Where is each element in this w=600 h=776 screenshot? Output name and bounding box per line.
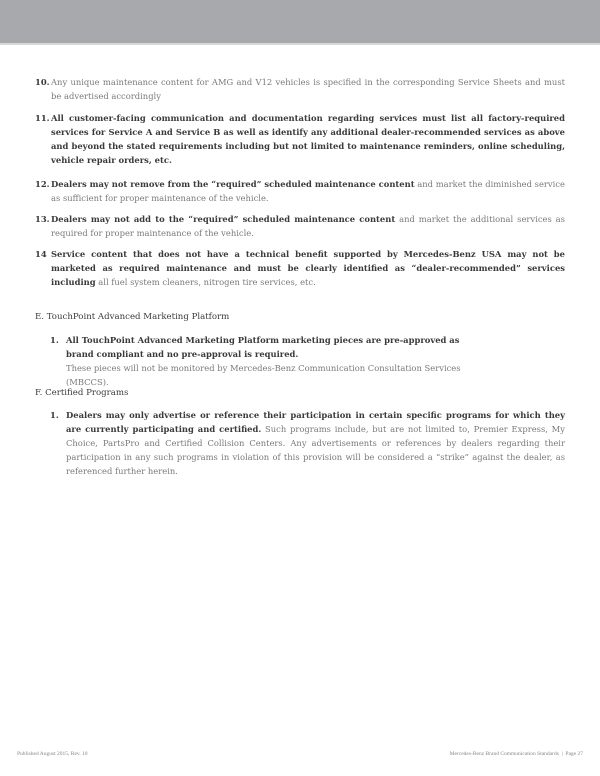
item-number: 14 bbox=[35, 249, 47, 259]
list-item-11 bbox=[35, 111, 565, 167]
list-item-13 bbox=[35, 212, 565, 240]
item-number: 12. bbox=[35, 179, 50, 189]
item-number: 11. bbox=[35, 113, 50, 123]
item-number: 1. bbox=[50, 335, 59, 345]
item-text: These pieces will not be monitored by Mercedes-Benz Communication Consultation Services (MBCCS). bbox=[66, 363, 461, 387]
item-bold-text: Dealers may only advertise or reference their participation in certain specific programs for which they are currently participating and certified. bbox=[66, 410, 565, 434]
item-text: All customer-facing communication and documentation regarding services must list all factory-required services for Service A and Service B as well as identify any additional dealer-recommended services as above and beyond the stated requirements including but not limited to maintenance reminders, online scheduling, vehicle repair orders, etc. bbox=[51, 113, 565, 165]
footer-page-info: Mercedes-Benz Brand Communication Standards | Page 27 bbox=[449, 751, 583, 757]
item-bold-text: Service content that does not have a technical benefit supported by Mercedes-Benz USA may not be marketed as required maintenance and must be clearly identified as “dealer-recommended” services including bbox=[51, 249, 565, 287]
section-heading-e: E. TouchPoint Advanced Marketing Platform bbox=[35, 312, 230, 322]
list-item-12 bbox=[35, 177, 565, 205]
item-text: Such programs include, but are not limited to, Premier Express, My Choice, PartsPro and Certified Collision Centers. Any advertisements or references by dealers regarding their participation in any such programs in violation of this provision will be considered a “strike” against the dealer, as referenced further herein. bbox=[66, 424, 565, 476]
item-text: and market the diminished service as sufficient for proper maintenance of the vehicle. bbox=[51, 179, 565, 203]
item-bold-text: All TouchPoint Advanced Marketing Platform marketing pieces are pre-approved as brand compliant and no pre-approval is required. bbox=[66, 335, 460, 359]
list-item-10 bbox=[35, 75, 565, 103]
list-item-14 bbox=[35, 247, 565, 289]
item-bold-text: Dealers may not add to the “required” scheduled maintenance content bbox=[51, 214, 396, 224]
item-number: 13. bbox=[35, 214, 50, 224]
item-number: 1. bbox=[50, 410, 59, 420]
item-number: 10. bbox=[35, 77, 50, 87]
item-bold-text: Dealers may not remove from the “required” scheduled maintenance content bbox=[51, 179, 415, 189]
item-text: and market the additional services as required for proper maintenance of the vehicle. bbox=[51, 214, 565, 238]
item-text: all fuel system cleaners, nitrogen tire services, etc. bbox=[95, 277, 316, 287]
footer-published: Published August 2015, Rev. 10 bbox=[17, 751, 88, 757]
section-heading-f: F. Certified Programs bbox=[35, 388, 129, 398]
section-f-item-1 bbox=[50, 408, 565, 478]
header-bar bbox=[0, 0, 600, 45]
item-text: Any unique maintenance content for AMG and V12 vehicles is specified in the corresponding Service Sheets and must be advertised accordingly bbox=[51, 77, 565, 101]
section-e-item-1 bbox=[50, 333, 565, 389]
